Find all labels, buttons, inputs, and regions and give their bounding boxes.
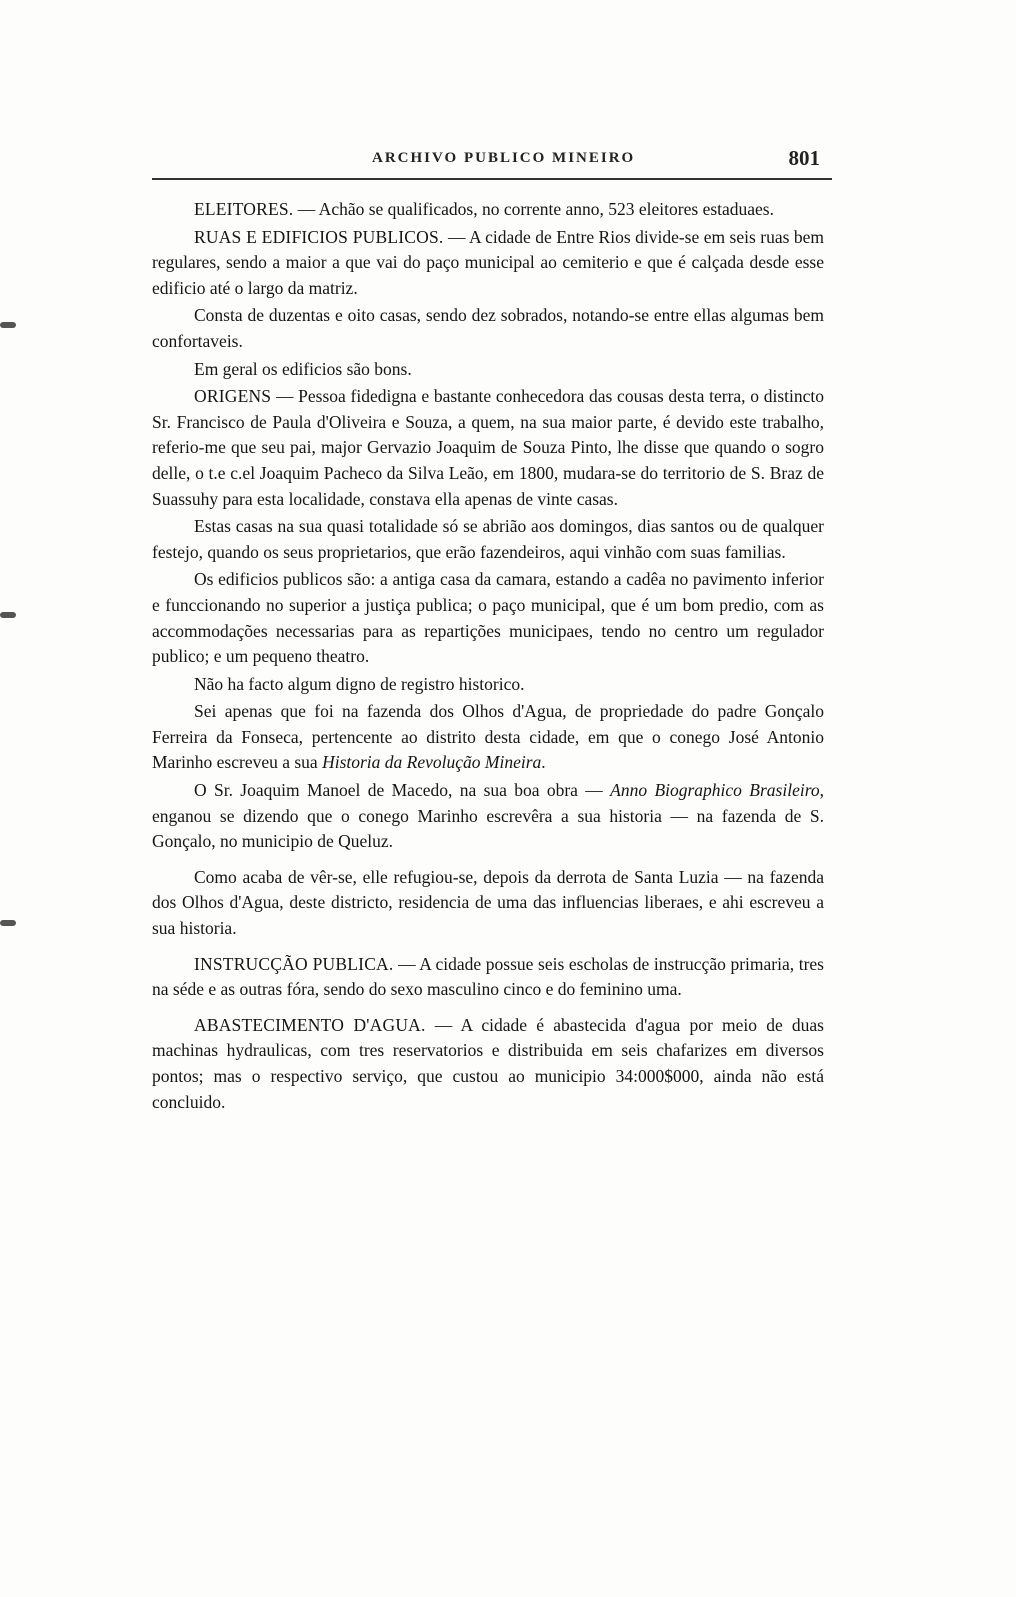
- paragraph-text: O Sr. Joaquim Manoel de Macedo, na sua boa obra —: [194, 780, 611, 801]
- page-number: 801: [788, 146, 820, 170]
- paragraph-abastecimento: [152, 1013, 824, 1115]
- section-label: INSTRUCÇÃO PUBLICA.: [194, 953, 394, 974]
- paragraph-tail: , enganou se dizendo que o conego Marinho escrevêra a sua historia — na fazenda de S. Gonçalo, no municipio de Queluz.: [152, 780, 824, 852]
- paragraph-origens: [152, 384, 824, 512]
- paragraph-text: — A cidade de Entre Rios divide-se em seis ruas bem regulares, sendo a maior a que vai do paço municipal ao cemiterio e que é calçada desde esse edificio até o largo da matriz.: [152, 226, 824, 298]
- paragraph-edificios-publicos: [152, 567, 824, 669]
- paragraph-facto: [152, 672, 824, 698]
- section-label: ELEITORES.: [194, 199, 294, 219]
- header-rule: [152, 178, 832, 180]
- paragraph-text: Em geral os edificios são bons.: [194, 358, 412, 379]
- paragraph-text: Sei apenas que foi na fazenda dos Olhos d'Agua, de propriedade do padre Gonçalo Ferreira da Fonseca, pertencente ao distrito desta cidade, em que o conego José Antonio Marinho escreveu a sua: [152, 701, 824, 773]
- paragraph-casas: [152, 303, 824, 354]
- section-label: RUAS E EDIFICIOS PUBLICOS.: [194, 226, 444, 247]
- paragraph-olhos-dagua: [152, 699, 824, 776]
- paragraph-estas-casas: [152, 514, 824, 565]
- running-header: [152, 144, 832, 180]
- margin-mark: [0, 920, 16, 926]
- paragraph-text: Não ha facto algum digno de registro historico.: [194, 673, 525, 694]
- paragraph-macedo: [152, 778, 824, 855]
- paragraph-eleitores: [152, 197, 824, 223]
- margin-mark: [0, 612, 16, 618]
- paragraph-text: — A cidade possue seis escholas de instrucção primaria, tres na séde e as outras fóra, sendo do sexo masculino cinco e do feminino uma.: [152, 953, 824, 1000]
- paragraph-text: Os edificios publicos são: a antiga casa da camara, estando a cadêa no pavimento inferior e funccionando no superior a justiça publica; o paço municipal, que é um bom predio, com as accommodações necessarias para as repartições municipaes, tendo no centro um regulador publico; e um pequeno theatro.: [152, 569, 824, 667]
- section-label: ABASTECIMENTO D'AGUA.: [194, 1014, 426, 1035]
- paragraph-text: Como acaba de vêr-se, elle refugiou-se, depois da derrota de Santa Luzia — na fazenda dos Olhos d'Agua, deste districto, residencia de uma das influencias liberaes, e ahi escreveu a sua historia.: [152, 866, 824, 939]
- paragraph-ruas: [152, 225, 824, 302]
- paragraph-text: — Achão se qualificados, no corrente anno, 523 eleitores estaduaes.: [293, 199, 774, 219]
- section-label: ORIGENS: [194, 386, 272, 407]
- margin-mark: [0, 322, 16, 328]
- paragraph-text: Consta de duzentas e oito casas, sendo dez sobrados, notando-se entre ellas algumas bem confortaveis.: [152, 305, 824, 351]
- paragraph-text: Estas casas na sua quasi totalidade só se abrião aos domingos, dias santos ou de qualquer festejo, quando os seus proprietarios, que erão fazendeiros, aqui vinhão com suas familias.: [152, 516, 824, 562]
- running-title: ARCHIVO PUBLICO MINEIRO: [372, 150, 636, 166]
- book-title: Historia da Revolução Mineira: [322, 752, 542, 773]
- book-title: Anno Biographico Brasileiro: [610, 780, 820, 801]
- paragraph-edificios: [152, 357, 824, 383]
- paragraph-text: — A cidade é abastecida d'agua por meio de duas machinas hydraulicas, com tres reservatorios e distribuida em seis chafarizes em diversos pontos; mas o respectivo serviço, que custou ao municipio 34:000$000, ainda não está concluido.: [152, 1014, 824, 1112]
- paragraph-text: — Pessoa fidedigna e bastante conhecedora das cousas desta terra, o distincto Sr. Francisco de Paula d'Oliveira e Souza, a quem, na sua maior parte, é devido este trabalho, referio-me que seu pai, major Gervazio Joaquim de Souza Pinto, lhe disse que quando o sogro delle, o t.e c.el Joaquim Pacheco da Silva Leão, em 1800, mudara-se do territorio de S. Braz de Suassuhy para esta localidade, constava ella apenas de vinte casas.: [152, 386, 824, 509]
- paragraph-instruccao: [152, 952, 824, 1003]
- page-body: [152, 197, 824, 1117]
- paragraph-refugiou: [152, 865, 824, 942]
- paragraph-tail: .: [541, 752, 546, 773]
